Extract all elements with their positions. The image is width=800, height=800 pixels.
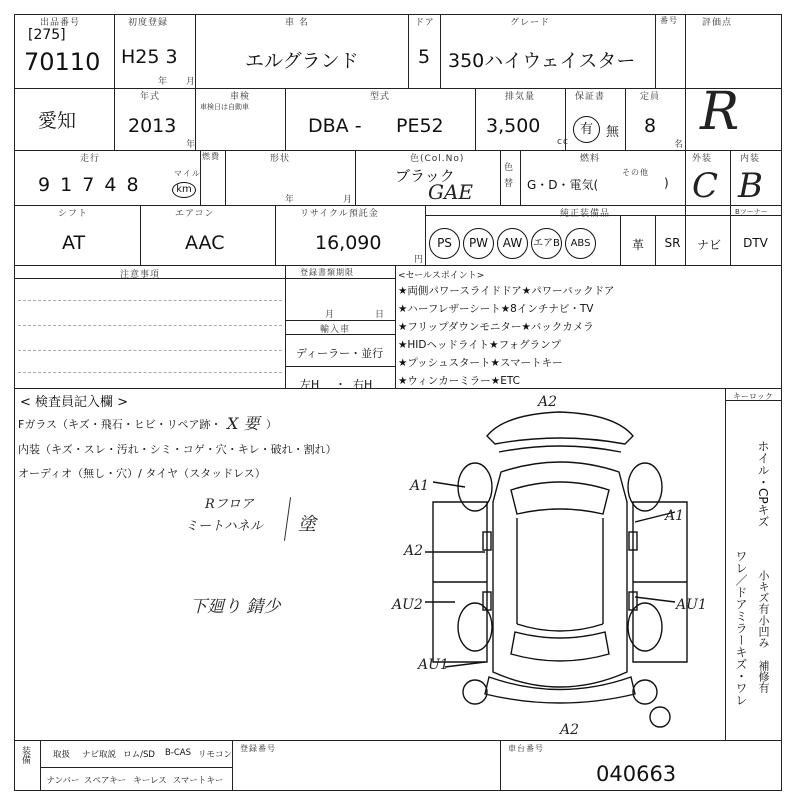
- first-reg: H25 3: [121, 46, 178, 68]
- equipment-ps: PS: [429, 228, 460, 259]
- glass-line: Fガラス（キズ・飛石・ヒビ・リペア跡・: [18, 418, 222, 431]
- ac-label: エアコン: [175, 209, 215, 219]
- reg-month: 月: [325, 310, 336, 320]
- score-no-label: 番号: [660, 16, 678, 25]
- grade-label: グレード: [510, 18, 551, 28]
- first-reg-label: 初度登録: [128, 18, 169, 28]
- side-dent-note: 小凹み: [757, 615, 770, 648]
- equipment-dtv: DTV: [743, 236, 768, 250]
- steering-right: 右H: [353, 378, 373, 391]
- displacement: 3,500: [486, 115, 541, 137]
- recycle: 16,090: [315, 232, 382, 254]
- displacement-label: 排気量: [505, 92, 536, 102]
- color-code: GAE: [428, 180, 474, 204]
- lot-number: 70110: [24, 48, 101, 76]
- grade: 350ハイウェイスター: [448, 50, 636, 72]
- footer-item: スペアキー: [83, 776, 127, 786]
- sales-point: ★ハーフレザーシート★8インチナビ・TV: [398, 303, 594, 315]
- shape-year: 年: [285, 195, 296, 205]
- equipment-pw: PW: [463, 228, 494, 259]
- footer-item: スマートキー: [172, 776, 224, 786]
- exterior-label: 外装: [692, 154, 713, 164]
- year-unit: 年: [186, 140, 197, 150]
- steering-dot: ・: [335, 378, 346, 391]
- steering-left: 左H: [300, 378, 320, 391]
- capacity-label: 定員: [640, 92, 661, 102]
- footer-item: ロム/SD: [123, 750, 155, 760]
- reg-no-label: 登録番号: [240, 744, 276, 753]
- damage-left-lower: AU2: [392, 597, 423, 613]
- capacity-unit: 名: [674, 140, 685, 150]
- handnote-paint: 塗: [298, 514, 316, 535]
- color: ブラック: [395, 167, 455, 185]
- score: R: [700, 82, 740, 142]
- mileage: 9 1 7 4 8: [38, 174, 141, 196]
- mileage-label: 走行: [80, 154, 101, 164]
- equipment-navi: ナビ: [696, 238, 721, 252]
- shape-month: 月: [343, 195, 354, 205]
- equipment-sr: SR: [664, 236, 681, 250]
- capacity: 8: [644, 115, 657, 137]
- handnote-rust: 下廻り 錆少: [190, 597, 281, 617]
- shape-label: 形状: [270, 154, 291, 164]
- interior-line: 内装（キズ・スレ・汚れ・シミ・コゲ・穴・キレ・破れ・割れ）: [18, 443, 337, 456]
- inspector-title: < 検査員記入欄 >: [20, 395, 129, 410]
- side-mirror-note: ワレ／ドアミラーキズ・ワレ: [734, 550, 748, 706]
- import-label: 輸入車: [320, 325, 351, 335]
- equipment-label: 純正装備品: [560, 209, 611, 219]
- fuel-label: 燃料: [580, 154, 601, 164]
- cc-unit: cc: [557, 137, 569, 147]
- color-change-label: 色替: [504, 163, 515, 189]
- sales-point: ★プッシュスタート★スマートキー: [398, 357, 563, 369]
- equipment-list: [429, 228, 599, 259]
- chassis-label: 車台番号: [508, 744, 544, 753]
- car-damage-diagram: [395, 392, 725, 738]
- interior-label: 内装: [740, 154, 761, 164]
- damage-right-lower: AU1: [676, 597, 707, 613]
- color-label: 色(Col.No): [410, 154, 465, 164]
- lot-sub: [275]: [28, 27, 66, 43]
- car-name-label: 車 名: [285, 18, 309, 28]
- key-lock-label: キーロック: [733, 392, 773, 401]
- caution-label: 注意事項: [120, 270, 161, 280]
- footer-items-top: [44, 748, 233, 760]
- damage-top: A2: [538, 394, 558, 410]
- damage-rear-left: AU1: [418, 657, 449, 673]
- glass-close: ）: [266, 418, 277, 431]
- damage-bottom: A2: [560, 722, 580, 738]
- footer-items-bottom: [44, 774, 224, 786]
- equipment-leather: 革: [631, 238, 644, 252]
- tuner-label: Bツーナー: [735, 208, 768, 216]
- footer-item: B-CAS: [164, 748, 192, 758]
- warranty-yes: 有: [573, 116, 600, 143]
- fuel-other-label: その他: [622, 168, 649, 177]
- region: 愛知: [38, 110, 77, 132]
- glass-mark: X 要: [227, 414, 260, 433]
- fuel-options: G・D・電気(: [527, 178, 599, 192]
- equipment-aw: AW: [497, 228, 528, 259]
- import-dealer: ディーラー・並行: [296, 347, 384, 360]
- recycle-label: リサイクル預託金: [300, 209, 379, 219]
- ac: AAC: [185, 232, 225, 254]
- fuel-close: ): [664, 176, 669, 190]
- damage-front-right: A1: [665, 508, 685, 524]
- side-wheel-note: ホイル・CPキズ: [756, 440, 770, 528]
- side-scratch-note: 小キズ有: [757, 570, 770, 614]
- warranty-label: 保証書: [575, 92, 606, 102]
- warranty-no: 無: [606, 125, 620, 140]
- footer-item: キーレス: [133, 776, 167, 786]
- fuel-consumption-label: 燃費: [202, 152, 220, 161]
- footer-item: 取扱: [52, 750, 70, 760]
- sales-point: ★両側パワースライドドア★パワーバックドア: [398, 285, 615, 297]
- month-mark: 月: [186, 77, 197, 87]
- year-mark: 年: [158, 77, 169, 87]
- footer-item: ナビ取説: [81, 750, 116, 760]
- shift-label: シフト: [58, 209, 89, 219]
- handnote-panel: ミートハネル: [185, 519, 263, 534]
- sales-point: ★HIDヘッドライト★フォグランプ: [398, 339, 562, 351]
- interior: B: [738, 166, 763, 206]
- reg-expiry-label: 登録書類期限: [300, 268, 354, 277]
- inspection-label: 車検: [230, 92, 251, 102]
- reg-day: 日: [375, 310, 386, 320]
- side-repair-note: 補修有: [757, 660, 770, 693]
- inspection-note: 車検日は自動車: [200, 103, 249, 111]
- model-year: 2013: [128, 115, 177, 137]
- chassis-number: 040663: [596, 762, 677, 786]
- sales-point: ★フリップダウンモニター★バックカメラ: [398, 321, 594, 333]
- km-unit: km: [172, 182, 196, 198]
- exterior: C: [692, 166, 719, 206]
- model-prefix: DBA -: [308, 115, 362, 137]
- door: 5: [418, 46, 431, 68]
- footer-item: リモコン: [197, 750, 232, 760]
- audio-line: オーディオ（無し・穴）/ タイヤ（スタッドレス）: [18, 467, 266, 480]
- damage-left-mid: A2: [404, 543, 424, 559]
- yen-unit: 円: [414, 255, 425, 265]
- door-label: ドア: [415, 18, 435, 28]
- lot-label: 出品番号: [40, 18, 81, 28]
- footer-item: ナンバー: [46, 776, 80, 786]
- handnote-floor: Rフロア: [205, 497, 254, 512]
- damage-front-left: A1: [410, 478, 430, 494]
- car-name: エルグランド: [245, 50, 359, 72]
- sales-point: ★ウィンカーミラー★ETC: [398, 375, 520, 387]
- equipment-airbag: エアB: [531, 228, 562, 259]
- footer-items-label: 装備: [20, 746, 30, 764]
- sales-points-label: <セールスポイント>: [398, 271, 485, 281]
- equipment-abs: ABS: [565, 228, 596, 259]
- year-label: 年式: [140, 92, 161, 102]
- model: PE52: [396, 115, 444, 137]
- mile-unit: マイル: [174, 169, 201, 178]
- shift: AT: [62, 232, 86, 254]
- model-label: 型式: [370, 92, 391, 102]
- score-label: 評価点: [702, 18, 733, 28]
